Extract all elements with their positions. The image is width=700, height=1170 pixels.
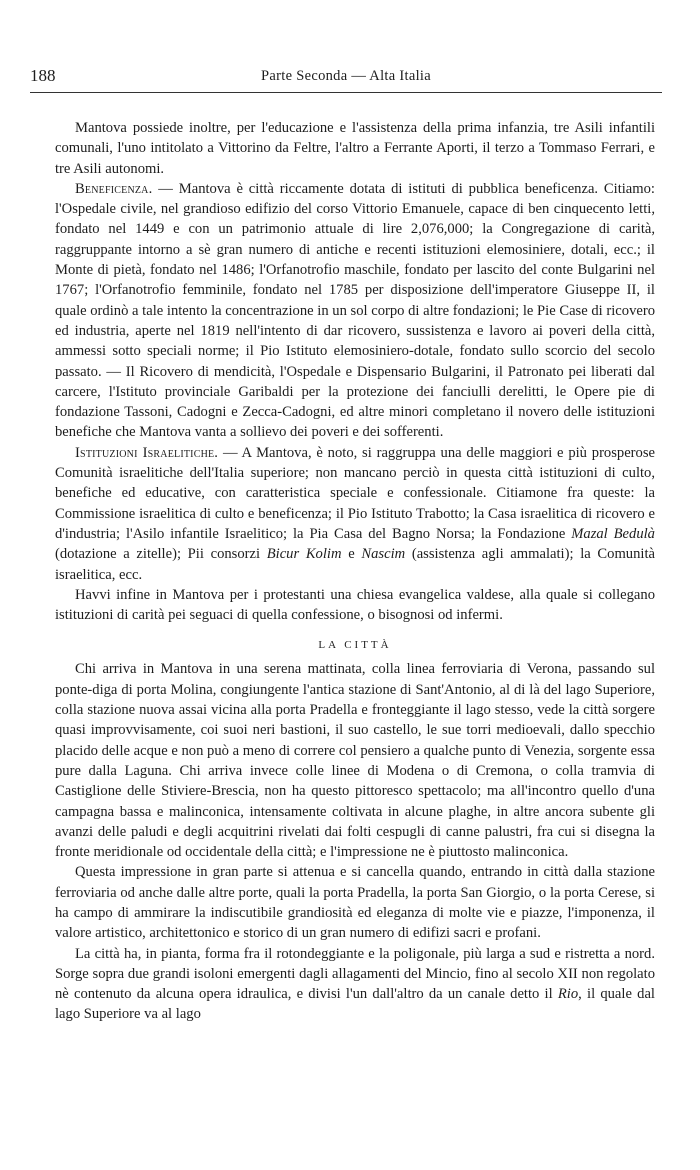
- bicur-kolim: Bicur Kolim: [266, 546, 342, 563]
- paragraph-arrivo: Chi arriva in Mantova in una serena mattinata, colla linea ferroviaria di Verona, passando sul ponte-diga di porta Molina, congiungente l'antica stazione di Sant'Antonio, al di là del lago Superiore, colla stazione nuova assai vicina alla porta Pradella e fronteggiante il lago stesso, vede la città sorgere quasi improvvisamente, coi suoi neri bastioni, il suo castello, le sue torri medioevali, dallo specchio placido delle acque e non può a meno di correre col pensiero a qualche punto di Venezia, sorgente essa pure dalla Laguna. Chi arriva invece colle linee di Modena o di Cremona, o colla tramvia di Castiglione delle Stiviere-Brescia, non ha questo pittoresco spettacolo; ma all'incontro quello d'una campagna bassa e malinconica, intensamente coltivata in alcune plaghe, in altre ancora subente gli avanzi delle paludi e degli acquitrini rivelati dai folti cespugli di canne palustri, fra cui si disegna la fronte meridionale od occidentale della città; e l'impressione ne è piuttosto malinconica.: [55, 661, 655, 861]
- israelitiche-text-2: (dotazione a zitelle); Pii consorzi: [55, 546, 267, 563]
- paragraph-protestanti: Havvi infine in Mantova per i protestanti una chiesa evangelica valdese, alla quale si collegano istituzioni di carità pei seguaci di quella confessione, o bisognosi od infermi.: [55, 586, 655, 624]
- israelitiche-text-1: — A Mantova, è noto, si raggruppa una delle maggiori e più prosperose Comunità israelitiche dell'Italia superiore; non mancano perciò in questa città istituzioni di culto, benefiche ed educative, con caratteristica speciale e confessionale. Citiamone fra queste: la Commissione israelitica di culto e beneficenza; il Pio Istituto Trabotto; la Casa israelitica di ricovero e d'industria; l'Asilo infantile Israelitico; la Pia Casa del Bagno Norsa; la Fondazione: [55, 444, 655, 542]
- pianta-text-1: La città ha, in pianta, forma fra il rotondeggiante e la poligonale, più larga a sud e ristretta a nord. Sorge sopra due grandi isoloni emergenti dagli allagamenti del Mincio, fino al secolo XII non regolato nè contenuto da alcuna opera idraulica, e divisi l'un dall'altro da un canale detto il: [55, 945, 655, 1003]
- israelitiche-text-3: e: [341, 546, 362, 563]
- paragraph-pianta: [55, 944, 655, 1025]
- paragraph-israelitiche: [55, 443, 655, 585]
- page-header: [30, 66, 662, 93]
- beneficenza-text: — Mantova è città riccamente dotata di istituti di pubblica beneficenza. Citiamo: l'Ospedale civile, nel grandioso edifizio del corso Vittorio Emanuele, capace di ben cinquecento letti, fondato nel 1449 e con un patrimonio attuale di lire 2,076,000; la Congregazione di carità, raggruppante intorno a sè gran numero di antiche e recenti istituzioni elemosiniere, dotali, ecc.; il Monte di pietà, fondato nel 1486; l'Orfanotrofio maschile, fondato per lascito del conte Bulgarini nel 1767; l'Orfanotrofio femminile, fondato nel 1785 per disposizione dell'imperatore Giuseppe II, il quale ordinò a tale intento la concentrazione in un sol corpo di altre fondazioni; le Pie Case di ricovero ed industria, aperte nel 1819 nell'intento di dar ricovero, sussistenza e lavoro ai poveri della città, ammessi sotto speciali norme; il Pio Istituto elemosiniero-dotale, fondato sullo scorcio del secolo passato. — Il Ricovero di mendicità, l'Ospedale e Dispensario Bulgarini, il Patronato pei liberati dal carcere, l'Istituto provinciale Garibaldi per la protezione dei fanciulli derelitti, le Opere pie di fondazione Tassoni, Cadogni e Zecca-Cadogni, ed altre minori completano il novero delle istituzioni benefiche che Mantova vanta a sollievo dei poveri e dei sofferenti.: [55, 180, 655, 441]
- israelitiche-text-4: (assistenza agli ammalati); la Comunità israelitica, ecc.: [55, 546, 655, 583]
- nascim: Nascim: [361, 546, 406, 563]
- rio: Rio: [557, 986, 579, 1003]
- beneficenza-label: Beneficenza.: [75, 180, 153, 197]
- pianta-text-2: , il quale dal lago Superiore va al lago: [55, 986, 655, 1023]
- mazal-bedula: Mazal Bedulà: [571, 525, 655, 542]
- page-body: [55, 118, 655, 1025]
- section-heading: LA CITTÀ: [318, 639, 392, 652]
- israelitiche-label: Istituzioni Israelitiche.: [75, 444, 219, 461]
- paragraph-impressione: Questa impressione in gran parte si attenua e si cancella quando, entrando in città dalla stazione ferroviaria od anche dalle altre porte, quali la porta Pradella, la porta San Giorgio, o la porta Cerese, si ha campo di ammirare la indiscutibile grandiosità ed eleganza di molte vie e piazze, l'imponenza, il valore artistico, architettonico e storico di un gran numero di edifizi sacri e profani.: [55, 864, 655, 942]
- page-number: 188: [30, 66, 56, 85]
- running-title: Parte Seconda — Alta Italia: [261, 68, 431, 84]
- paragraph-beneficenza: [55, 179, 655, 443]
- paragraph-infanzia: Mantova possiede inoltre, per l'educazione e l'assistenza della prima infanzia, tre Asili infantili comunali, l'uno intitolato a Vittorino da Feltre, l'altro a Ferrante Aporti, il terzo a Tommaso Ferrari, e tre Asili autonomi.: [55, 120, 655, 177]
